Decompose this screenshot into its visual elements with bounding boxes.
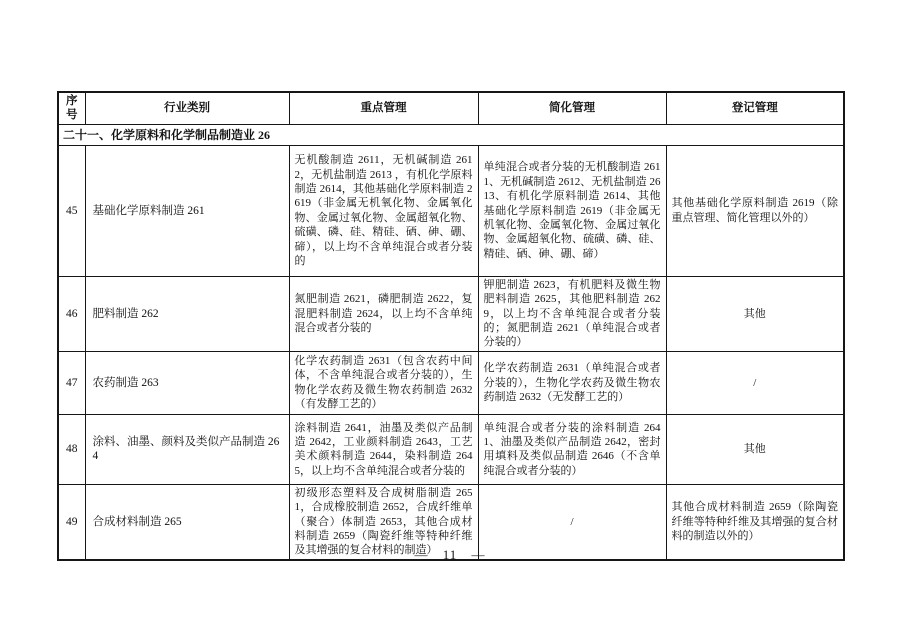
registration-management-cell: 其他 xyxy=(666,276,844,351)
registration-management-cell: 其他 xyxy=(666,414,844,484)
table-header-row xyxy=(58,92,844,124)
registration-management-cell: 其他合成材料制造 2659（除陶瓷纤维等特种纤维及其增强的复合材料的制造以外的） xyxy=(666,484,844,560)
table-row xyxy=(58,145,844,276)
section-title: 二十一、化学原料和化学制品制造业 26 xyxy=(58,124,844,145)
industry-category: 涂料、油墨、颜料及类似产品制造 264 xyxy=(85,414,289,484)
key-management-cell: 化学农药制造 2631（包含农药中间体，不含单纯混合或者分装的），生物化学农药及微生物农药制造 2632（有发酵工艺的） xyxy=(289,351,478,414)
registration-management-cell: 其他基础化学原料制造 2619（除重点管理、简化管理以外的） xyxy=(666,145,844,276)
simplified-management-cell: / xyxy=(478,484,666,560)
key-management-cell: 无机酸制造 2611，无机碱制造 2612，无机盐制造 2613 ，有机化学原料制造 2614，其他基础化学原料制造 2619（非金属无机氧化物、金属氧化物、金属过氧化物、金属超氧化物、硫磺、磷、硅、精硅、硒、砷、硼、碲），以上均不含单纯混合或者分装的 xyxy=(289,145,478,276)
industry-category: 基础化学原料制造 261 xyxy=(85,145,289,276)
key-management-cell: 初级形态塑料及合成树脂制造 2651，合成橡胶制造 2652，合成纤维单（聚合）体制造 2653，其他合成材料制造 2659（陶瓷纤维等特种纤维及其增强的复合材料的制造） xyxy=(289,484,478,560)
simplified-management-cell: 化学农药制造 2631（单纯混合或者分装的），生物化学农药及微生物农药制造 2632（无发酵工艺的） xyxy=(478,351,666,414)
header-registration-management: 登记管理 xyxy=(666,92,844,124)
key-management-cell: 氮肥制造 2621，磷肥制造 2622，复混肥料制造 2624，以上均不含单纯混合或者分装的 xyxy=(289,276,478,351)
row-serial-number: 49 xyxy=(58,484,85,560)
header-serial-number: 序号 xyxy=(58,92,85,124)
industry-category: 肥料制造 262 xyxy=(85,276,289,351)
row-serial-number: 46 xyxy=(58,276,85,351)
table-row xyxy=(58,414,844,484)
table-row xyxy=(58,351,844,414)
section-header-row xyxy=(58,124,844,145)
simplified-management-cell: 单纯混合或者分装的无机酸制造 2611、无机碱制造 2612、无机盐制造 2613、有机化学原料制造 2614、其他基础化学原料制造 2619（非金属无机氧化物、金属氧化物、金属过氧化物、金属超氧化物、硫磺、磷、硅、精硅、硒、砷、硼、碲） xyxy=(478,145,666,276)
row-serial-number: 47 xyxy=(58,351,85,414)
header-industry-category: 行业类别 xyxy=(85,92,289,124)
page-number: — 11 — xyxy=(414,547,486,562)
header-simplified-management: 简化管理 xyxy=(478,92,666,124)
key-management-cell: 涂料制造 2641，油墨及类似产品制造 2642，工业颜料制造 2643，工艺美术颜料制造 2644，染料制造 2645，以上均不含单纯混合或者分装的 xyxy=(289,414,478,484)
table-row xyxy=(58,276,844,351)
industry-category: 合成材料制造 265 xyxy=(85,484,289,560)
registration-management-cell: / xyxy=(666,351,844,414)
classification-table xyxy=(57,91,845,561)
simplified-management-cell: 钾肥制造 2623，有机肥料及微生物肥料制造 2625，其他肥料制造 2629，以上均不含单纯混合或者分装的；氮肥制造 2621（单纯混合或者分装的） xyxy=(478,276,666,351)
header-key-management: 重点管理 xyxy=(289,92,478,124)
row-serial-number: 45 xyxy=(58,145,85,276)
industry-category: 农药制造 263 xyxy=(85,351,289,414)
simplified-management-cell: 单纯混合或者分装的涂料制造 2641、油墨及类似产品制造 2642，密封用填料及类似品制造 2646（不含单纯混合或者分装的） xyxy=(478,414,666,484)
row-serial-number: 48 xyxy=(58,414,85,484)
